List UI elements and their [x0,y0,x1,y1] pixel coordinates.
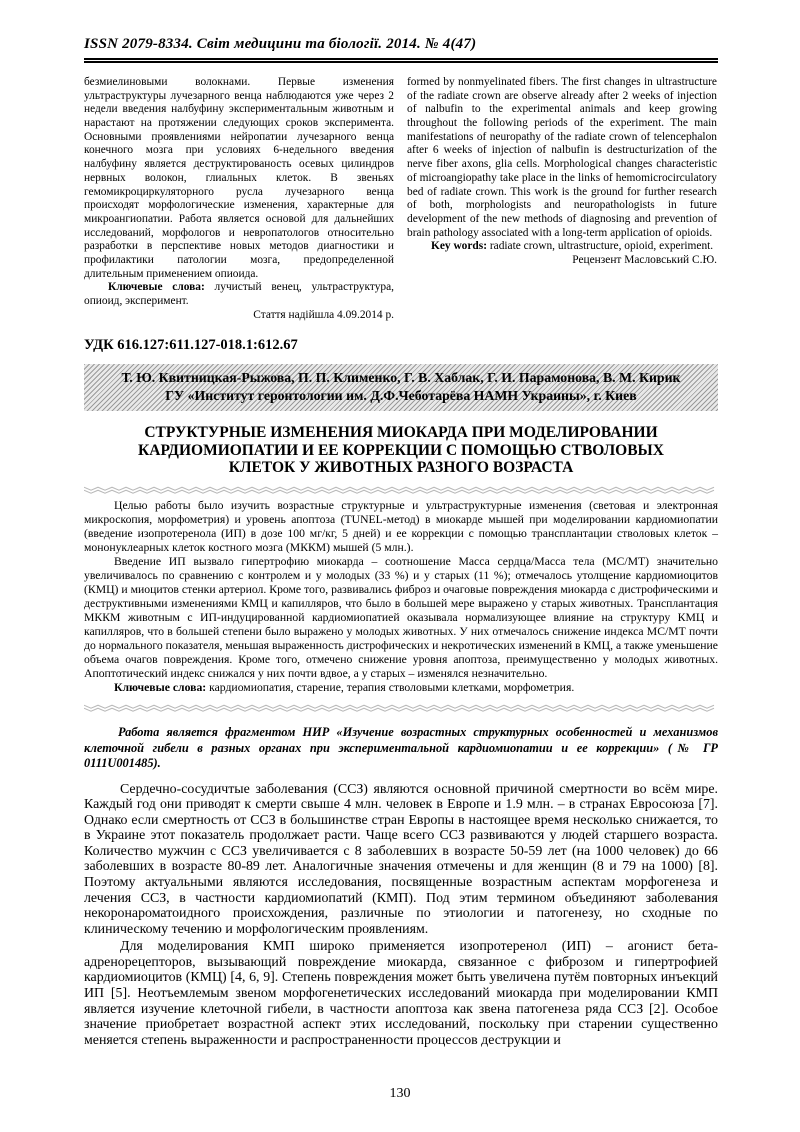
ru-keywords-text: лучистый венец, ультраструктура, опиоид, эксперимент. [84,281,394,307]
en-keywords-text: radiate crown, ultrastructure, opioid, experiment. [487,240,714,253]
en-keywords-label: Key words: [431,240,487,253]
journal-header-line: ISSN 2079-8334. Світ медицини та біології. 2014. № 4(47) [84,36,477,52]
article-body [84,782,718,1049]
abstract-keywords-label: Ключевые слова: [114,681,207,695]
author-names: Т. Ю. Квитницкая-Рыжова, П. П. Клименко, Г. В. Хаблак, Г. И. Парамонова, В. М. Кирик [121,370,681,386]
abstract-paragraph-2: Введение ИП вызвало гипертрофию миокарда – соотношение Масса сердца/Масса тела (МС/МТ) значительно увеличивалось по сравнению с контролем и у молодых (33 %) и у старых (11 %); отмечалось утолщение кардиомиоцитов (КМЦ) и миоцитов стенки артериол. Кроме того, развивались фиброз и очаговые повреждения миокарда с дистрофическими и деструктивными изменениями КМЦ и капилляров, что было в большей мере выражено у старых животных. Трансплантация МККМ животным с ИП-индуцированной кардиомиопатией оказывала нормализующее влияние на структуру КМЦ и капилляров, что в большей степени было выражено у молодых животных. У них отмечалось снижение индекса МС/МТ почти до нормального показателя, меньшая выраженность дистрофических и некротических изменений в КМЦ, а также уменьшение объема очагов повреждения. Кроме того, отмечено снижение уровня апоптоза, преимущественно у молодых животных. Апоптотический индекс снижался у них почти вдвое, а у старых – изменялся незначительно. [84,554,718,681]
body-paragraph-2: Для моделирования КМП широко применяется изопротеренол (ИП) – агонист бета-адренорецепторов, вызывающий повреждение миокарда, связанное с фиброзом и гипертрофией кардиомиоцитов (КМЦ) [4, 6, 9]. Степень повреждения может быть увеличена путём повторных инъекций ИП [5]. Неотъемлемым звеном морфогенетических исследований миокарда при моделировании КМП является изучение клеточной гибели, в частности апоптоза как звена патогенеза ряда ССЗ [2]. Особое значение приобретает возрастной аспект этих исследований, поскольку при старении существенно меняется степень выраженности и распространенности процессов деструкции и [84,939,718,1048]
affiliation: ГУ «Институт геронтологии им. Д.Ф.Чеботарёва НАМН Украины», г. Киев [165,388,637,404]
en-abstract-text: formed by nonmyelinated fibers. The first changes in ultrastructure of the radiate crown are observe already after 2 weeks of injection of nalbufin to the experimental animals and keep growing throughout the following periods of the experiment. The main manifestations of neuropathy of the radiate crown of telencephalon after 6 weeks of injection of nalbufin is destructurization of the nerve fiber axons, glia cells. Morphological changes characteristic of microangiopathy take place in the links of hemomicrocirculatory bed of radiate crown. This work is the ground for further research of both, morphologists and neuropathologists in future development of the new methods of diagnosing and prevention of brain pathology associated with a long-term application of opioids. [407,76,717,239]
ru-keywords-line [84,281,394,308]
abstract-keywords-line [84,681,718,695]
en-keywords-line [407,240,717,254]
zigzag-divider-top [84,486,718,495]
udk-code: УДК 616.127:611.127-018.1:612.67 [84,337,298,354]
column-russian [84,76,394,322]
nir-fragment-note: Работа является фрагментом НИР «Изучение возрастных структурных особенностей и механизмов клеточной гибели в разных органах при экспериментальной кардиомиопатии и ее коррекции» (№ ГР 0111U001485). [84,725,718,771]
article-abstract [84,499,718,695]
body-paragraph-1: Сердечно-сосудичтые заболевания (ССЗ) являются основной причиной смертности во всём мире. Каждый год они приводят к смерти свыше 4 млн. человек в Европе и 1.9 млн. – в странах Евросоюза [7]. Однако если смертность от ССЗ в большинстве стран Европы в настоящее время несколько снижается, то в Украине этот показатель продолжает расти. Чаще всего ССЗ развиваются у людей старшего возраста. Количество мужчин с ССЗ увеличивается с 8 заболевших в возрасте 50-59 лет (на 1000 человек) до 66 заболевших в возрасте 80-89 лет. Аналогичные значения отмечены и для женщин (8 и 79 на 1000) [8]. Поэтому актуальными являются исследования, посвященные возрастным аспектам морфогенеза и лечения ССЗ, в частности кардиомиопатий (КМП). Под этим термином объединяют заболевания некоронароматоидного происхождения, различные по этиологии и патогенезу, но сходные по клиническому течению и морфологическим проявлениям. [84,781,718,937]
zigzag-divider-bottom [84,704,718,713]
authors-box [84,364,718,411]
ru-abstract-text: безмиелиновыми волокнами. Первые изменения ультраструктуры лучезарного венца наблюдаются уже через 2 недели введения налбуфину экспериментальным животным и нарастают на протяжении следующих сроков эксперимента. Основными проявлениями нейропатии лучезарного венца конечного мозга при условиях 6-недельного введения налбуфину является деструктированость осевых цилиндров нервных волокон, глиальных клеток. В звеньях гемомикроциркуляторного русла лучезарного венца происходят морфологические изменения, характерные для микроангиопатии. Работа является основой для дальнейших исследований, морфологов и невропатологов относительно разработки в перспективе новых методов диагностики и профилактики патологии мозга, предопределенной длительным применением опиоида. [84,76,394,280]
previous-article-abstract-columns [84,76,718,322]
reviewer-line: Рецензент Масловський С.Ю. [572,253,717,266]
header-double-rule [84,58,718,63]
abstract-paragraph-1: Целью работы было изучить возрастные структурные и ультраструктурные изменения (световая и электронная микроскопия, морфометрия) и уровень апоптоза (TUNEL-метод) в миокарде мышей при моделировании кардиомиопатии (введение изопротеренола (ИП) в дозе 100 мг/кг, 5 дней) и ее коррекции с помощью трансплантации стволовых клеток – мононуклеарных клеток костного мозга (МККМ) мышей (5 млн.). [84,498,718,554]
abstract-keywords-text: кардиомиопатия, старение, терапия стволовыми клетками, морфометрия. [206,681,575,695]
page-number: 130 [389,1086,411,1101]
ru-keywords-label: Ключевые слова: [108,281,205,294]
article-title: СТРУКТУРНЫЕ ИЗМЕНЕНИЯ МИОКАРДА ПРИ МОДЕЛИРОВАНИИ КАРДИОМИОПАТИИ И ЕЕ КОРРЕКЦИИ С ПОМОЩЬЮ СТВОЛОВЫХ КЛЕТОК У ЖИВОТНЫХ РАЗНОГО ВОЗРАСТА [138,424,664,477]
article-received-date: Стаття надійшла 4.09.2014 р. [253,308,394,321]
column-english [407,76,717,322]
